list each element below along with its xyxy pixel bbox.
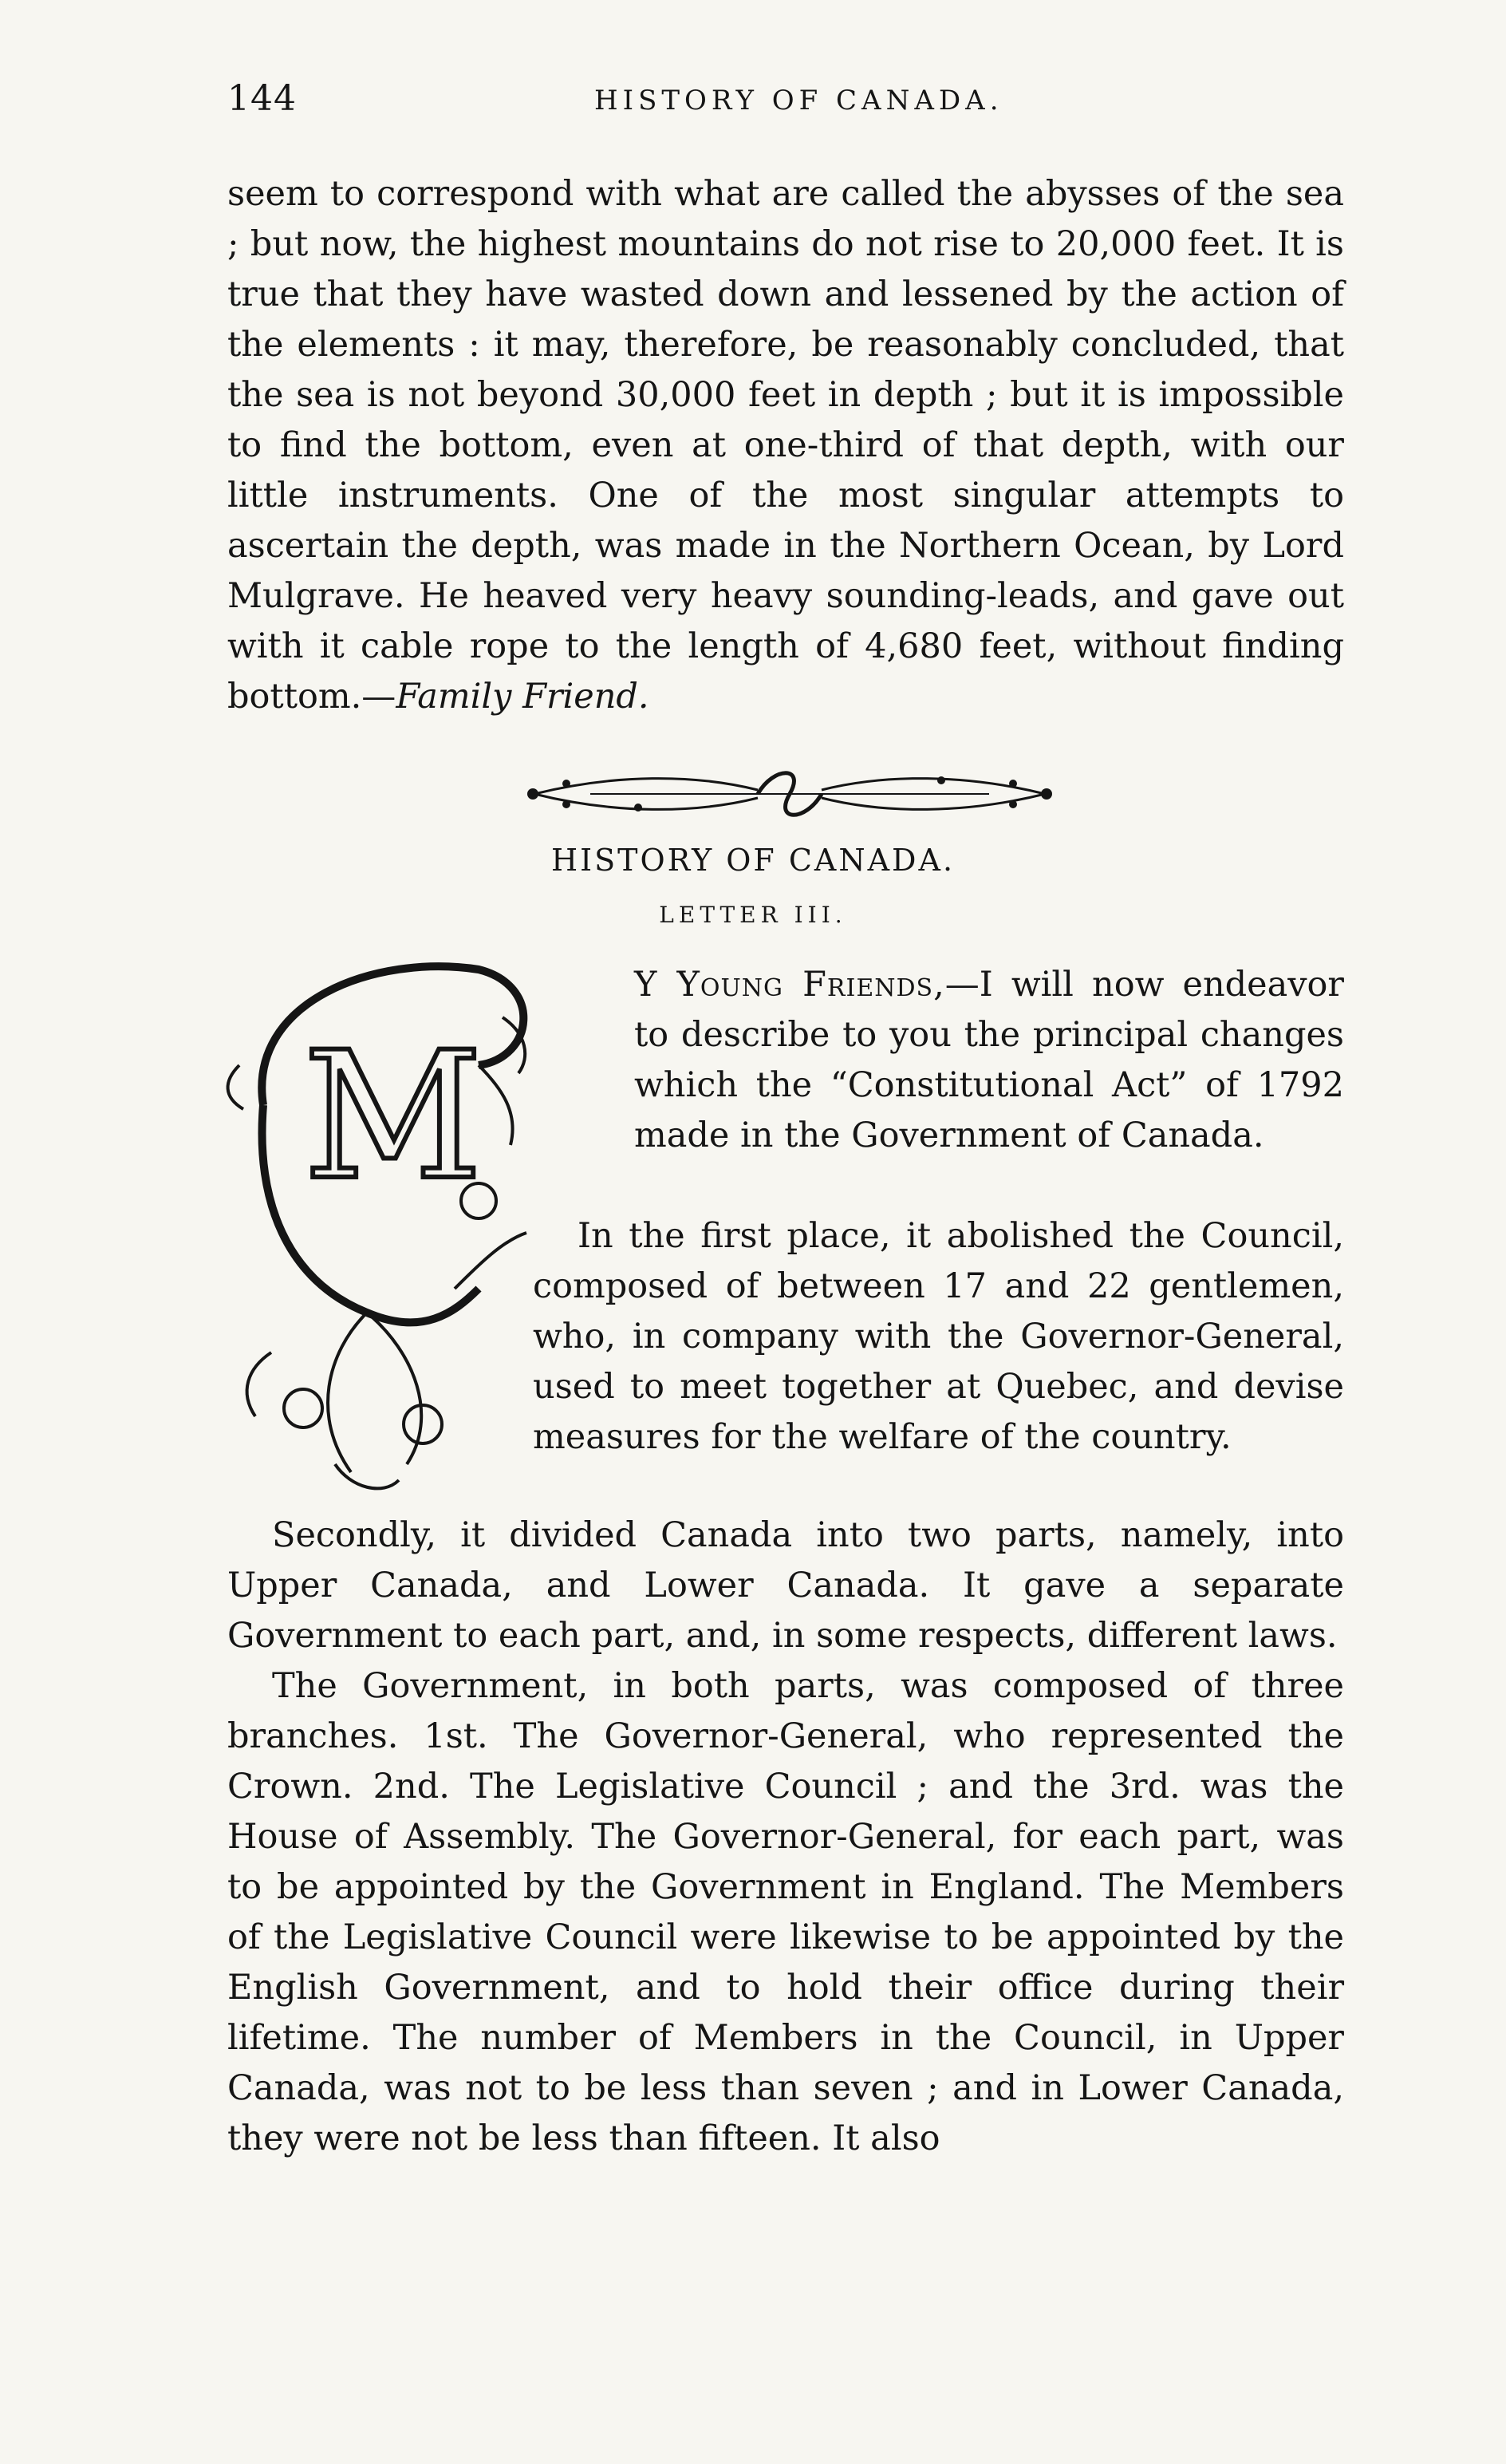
second-paragraph-wrapped: In the first place, it abolished the Council, composed of between 17 and 22 gentlemen, who, in company with the Governor-General, used to meet together at Quebec, and devise measures for the welfare of the country. [533,1216,1344,1457]
opening-paragraph-text [227,169,1344,722]
opening-paragraph [227,169,1344,722]
third-paragraph: Secondly, it divided Canada into two parts, namely, into Upper Canada, and Lower Canada. It gave a separate Government to each part, and, in some respects, different laws. [227,1515,1344,1656]
continued-text [227,1510,1344,2164]
salutation: Y Young Friends, [634,965,945,1005]
first-paragraph-wrapped [634,960,1344,1161]
attribution: Family Friend. [396,677,649,717]
opening-text: seem to correspond with what are called the abysses of the sea ; but now, the highest mountains do not rise to 20,000 feet. It is true that they have wasted down and lessened by the action of the elements : it may, therefore, be reasonably concluded, that the sea is not beyond 30,000 feet in depth ; but it is impossible to find the bottom, even at one-third of that depth, with our little instruments. One of the most singular attempts to ascertain the depth, was made in the Northern Ocean, by Lord Mulgrave. He heaved very heavy sounding-leads, and gave out with it cable rope to the length of 4,680 feet, without finding bottom.— [227,174,1344,717]
first-paragraph-text: —I will now endeavor to describe to you the principal changes which the “Constitutional Act” of 1792 made in the Government of Canada. [634,965,1344,1155]
letter-label: LETTER III. [659,902,847,928]
fourth-paragraph: The Government, in both parts, was composed of three branches. 1st. The Governor-General, who represented the Crown. 2nd. The Legislative Council ; and the 3rd. was the House of Assembly. The Governor-General, for each part, was to be appointed by the Government in England. The Members of the Legislative Council were likewise to be appointed by the English Government, and to hold their office during their lifetime. The number of Members in the Council, in Upper Canada, was not to be less than seven ; and in Lower Canada, they were not be less than fifteen. It also [227,1666,1344,2158]
section-divider-ornament [518,758,1061,830]
section-title: HISTORY OF CANADA. [550,843,956,878]
page-number: 144 [227,78,297,119]
drop-cap-letter: M [303,1014,483,1218]
running-title: HISTORY OF CANADA. [594,85,1003,116]
decorative-drop-cap [215,938,550,1512]
running-head [227,78,1360,134]
